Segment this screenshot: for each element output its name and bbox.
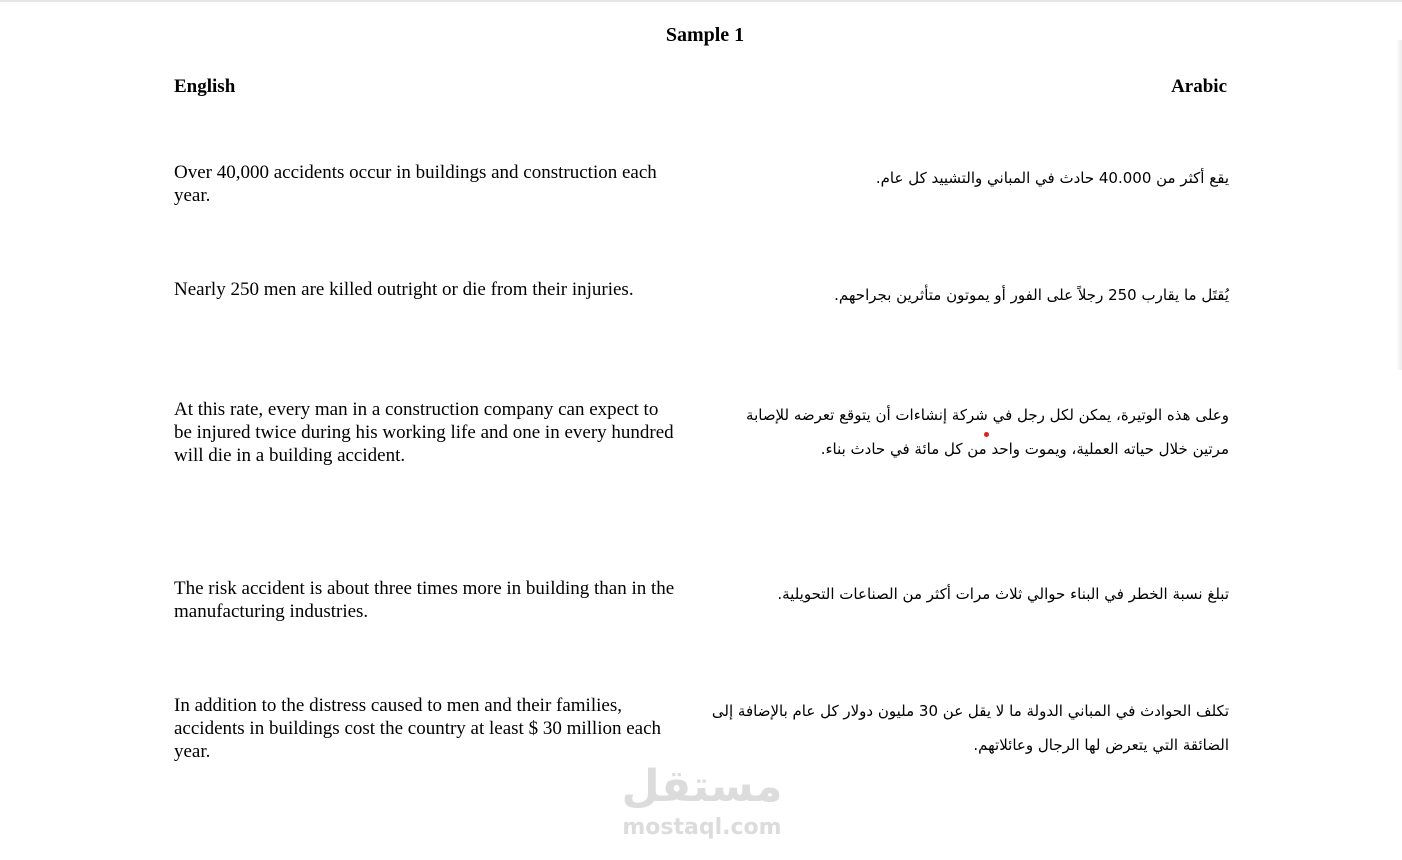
- english-sentence-3: At this rate, every man in a construction company can expect to be injured twice during his working life and one in every hundred will die in a building accident.: [174, 399, 674, 466]
- column-header-english: English: [174, 76, 236, 97]
- english-sentence-5: In addition to the distress caused to men and their families, accidents in buildings cost the country at least $ 30 million each year.: [174, 695, 662, 762]
- page-edge-shadow: [1396, 40, 1402, 370]
- arabic-sentence-4: تبلغ نسبة الخطر في البناء حوالي ثلاث مرات أكثر من الصناعات التحويلية.: [777, 585, 1229, 603]
- arabic-sentence-2: يُقتَل ما يقارب 250 رجلاً على الفور أو يموتون متأثرين بجراحهم.: [834, 286, 1229, 304]
- english-sentence-2: Nearly 250 men are killed outright or die from their injuries.: [174, 279, 634, 300]
- english-sentence-1: Over 40,000 accidents occur in buildings and construction each year.: [174, 162, 657, 206]
- column-header-arabic: Arabic: [1171, 76, 1227, 97]
- mostaql-watermark: [617, 758, 787, 840]
- english-sentence-4: The risk accident is about three times more in building than in the manufacturing industries.: [174, 578, 675, 622]
- arabic-sentence-5: تكلف الحوادث في المباني الدولة ما لا يقل عن 30 مليون دولار كل عام بالإضافة إلى الضائقة التي يتعرض لها الرجال وعائلاتهم.: [711, 702, 1229, 754]
- arabic-sentence-3: وعلى هذه الوتيرة، يمكن لكل رجل في شركة إنشاءات أن يتوقع تعرضه للإصابة مرتين خلال حياته العملية، ويموت واحد من كل مائة في حادث بناء.: [746, 406, 1229, 458]
- page-top-border: [0, 0, 1402, 2]
- watermark-logo-text: مستقل: [621, 761, 783, 812]
- arabic-sentence-1: يقع أكثر من 40.000 حادث في المباني والتشييد كل عام.: [875, 169, 1229, 187]
- document-title: Sample 1: [665, 24, 745, 46]
- red-cursor-dot: [984, 432, 989, 437]
- watermark-site-text: mostaql.com: [622, 815, 782, 840]
